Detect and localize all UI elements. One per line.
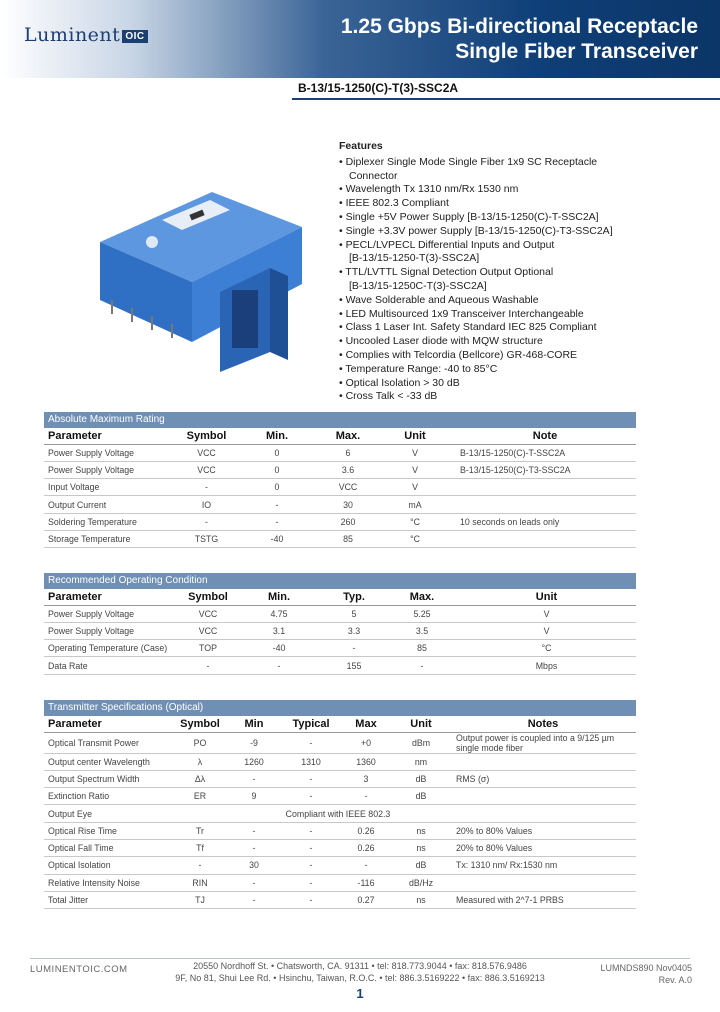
table-cell: 1260 xyxy=(226,753,282,770)
table-cell xyxy=(454,479,636,496)
table-row xyxy=(44,622,636,639)
feature-item: • Temperature Range: -40 to 85°C xyxy=(339,363,639,377)
table-cell: VCC xyxy=(179,622,237,639)
table-cell: - xyxy=(282,874,340,891)
table-cell: dB/Hz xyxy=(392,874,450,891)
table-row xyxy=(44,640,636,657)
footer-website[interactable]: LUMINENTOIC.COM xyxy=(30,964,128,975)
table-cell: PO xyxy=(174,732,226,753)
table-cell: Mbps xyxy=(457,657,636,674)
transmitter-spec-title: Transmitter Specifications (Optical) xyxy=(44,700,636,716)
feature-item: • LED Multisourced 1x9 Transceiver Interchangeable xyxy=(339,308,639,322)
table-cell: 10 seconds on leads only xyxy=(454,513,636,530)
table-cell: B-13/15-1250(C)-T3-SSC2A xyxy=(454,461,636,478)
feature-item: [B-13/15-1250-T(3)-SSC2A] xyxy=(349,252,480,265)
table-cell: 0 xyxy=(234,461,320,478)
table-cell: Δλ xyxy=(174,770,226,787)
table-cell: - xyxy=(282,732,340,753)
table-cell: Optical Rise Time xyxy=(44,822,174,839)
table-cell: -40 xyxy=(234,530,320,547)
table-cell: TSTG xyxy=(179,530,234,547)
table-cell: - xyxy=(234,496,320,513)
table-row xyxy=(44,513,636,530)
table-cell: Power Supply Voltage xyxy=(44,461,179,478)
footer-address-tw: 9F, No 81, Shui Lee Rd. • Hsinchu, Taiwan, R.O.C. • tel: 886.3.5169222 • fax: 886.3.5169213 xyxy=(175,973,545,983)
table-row xyxy=(44,822,636,839)
table-cell: Tx: 1310 nm/ Rx:1530 nm xyxy=(450,857,636,874)
column-header: Max. xyxy=(387,589,457,605)
feature-item: • Complies with Telcordia (Bellcore) GR-468-CORE xyxy=(339,349,639,363)
table-cell: λ xyxy=(174,753,226,770)
table-cell: 5 xyxy=(321,605,387,622)
table-cell: RMS (σ) xyxy=(450,770,636,787)
table-cell: dB xyxy=(392,788,450,805)
transmitter-spec-section xyxy=(44,700,636,909)
column-header: Min xyxy=(226,716,282,732)
absolute-max-section xyxy=(44,412,636,548)
company-logo xyxy=(24,24,148,46)
table-cell: V xyxy=(457,622,636,639)
table-cell xyxy=(174,805,226,822)
table-row xyxy=(44,732,636,753)
table-cell: 30 xyxy=(226,857,282,874)
table-cell: Optical Fall Time xyxy=(44,839,174,856)
column-header: Parameter xyxy=(44,716,174,732)
table-cell: 5.25 xyxy=(387,605,457,622)
table-cell: 1360 xyxy=(340,753,392,770)
table-cell: - xyxy=(179,479,234,496)
table-cell: Input Voltage xyxy=(44,479,179,496)
column-header: Unit xyxy=(376,428,454,444)
recommended-operating-table xyxy=(44,589,636,675)
table-row xyxy=(44,891,636,908)
table-cell: - xyxy=(226,770,282,787)
table-cell: Output Spectrum Width xyxy=(44,770,174,787)
features-panel xyxy=(339,140,639,404)
table-cell: TJ xyxy=(174,891,226,908)
table-cell: V xyxy=(376,444,454,461)
column-header: Max. xyxy=(320,428,376,444)
table-cell: 155 xyxy=(321,657,387,674)
table-row xyxy=(44,770,636,787)
table-cell: VCC xyxy=(320,479,376,496)
table-cell: 20% to 80% Values xyxy=(450,822,636,839)
table-cell: 0.26 xyxy=(340,822,392,839)
table-cell: Output power is coupled into a 9/125 µm single mode fiber xyxy=(450,732,636,753)
title-line-2: Single Fiber Transceiver xyxy=(455,40,698,63)
table-cell: Relative Intensity Noise xyxy=(44,874,174,891)
table-cell: VCC xyxy=(179,444,234,461)
table-cell: 0 xyxy=(234,444,320,461)
table-cell: 85 xyxy=(387,640,457,657)
table-cell xyxy=(450,874,636,891)
table-cell: V xyxy=(376,461,454,478)
table-cell: - xyxy=(282,822,340,839)
table-cell: - xyxy=(179,513,234,530)
table-cell: - xyxy=(282,788,340,805)
table-cell: - xyxy=(179,657,237,674)
table-cell: 260 xyxy=(320,513,376,530)
feature-item: • Optical Isolation > 30 dB xyxy=(339,377,639,391)
features-heading: Features xyxy=(339,140,383,152)
column-header: Unit xyxy=(457,589,636,605)
table-cell: - xyxy=(174,857,226,874)
table-cell: Tf xyxy=(174,839,226,856)
table-cell: - xyxy=(282,857,340,874)
table-row xyxy=(44,444,636,461)
table-cell: Output Eye xyxy=(44,805,174,822)
table-cell: ER xyxy=(174,788,226,805)
table-cell: - xyxy=(226,839,282,856)
table-cell: Output center Wavelength xyxy=(44,753,174,770)
footer-revision: Rev. A.0 xyxy=(658,975,692,985)
table-cell xyxy=(454,530,636,547)
table-cell: Compliant with IEEE 802.3 xyxy=(226,805,450,822)
feature-item: • TTL/LVTTL Signal Detection Output Optional xyxy=(339,266,639,280)
column-header: Typ. xyxy=(321,589,387,605)
table-cell: 3.1 xyxy=(237,622,321,639)
table-cell: RIN xyxy=(174,874,226,891)
page-number: 1 xyxy=(356,986,364,1001)
document-title xyxy=(341,14,698,64)
table-cell: 3.5 xyxy=(387,622,457,639)
part-number-bar xyxy=(0,78,720,100)
column-header: Parameter xyxy=(44,589,179,605)
column-header: Notes xyxy=(450,716,636,732)
table-cell: Operating Temperature (Case) xyxy=(44,640,179,657)
table-cell: - xyxy=(340,857,392,874)
table-row xyxy=(44,874,636,891)
table-cell: Extinction Ratio xyxy=(44,788,174,805)
table-row xyxy=(44,479,636,496)
table-cell: - xyxy=(282,891,340,908)
table-cell: ns xyxy=(392,891,450,908)
table-cell: Power Supply Voltage xyxy=(44,444,179,461)
logo-text: Luminent xyxy=(24,24,121,46)
table-cell: 1310 xyxy=(282,753,340,770)
table-cell: - xyxy=(226,822,282,839)
table-row xyxy=(44,461,636,478)
table-cell: - xyxy=(282,770,340,787)
table-cell: Measured with 2^7-1 PRBS xyxy=(450,891,636,908)
feature-item: • Wave Solderable and Aqueous Washable xyxy=(339,294,639,308)
features-list xyxy=(339,156,639,404)
feature-item: Connector xyxy=(349,169,398,182)
table-cell: nm xyxy=(392,753,450,770)
table-cell: Soldering Temperature xyxy=(44,513,179,530)
footer-rule xyxy=(30,958,690,959)
table-cell: 30 xyxy=(320,496,376,513)
table-cell: IO xyxy=(179,496,234,513)
table-cell: Data Rate xyxy=(44,657,179,674)
table-cell: Optical Isolation xyxy=(44,857,174,874)
table-cell: Tr xyxy=(174,822,226,839)
table-cell: - xyxy=(234,513,320,530)
feature-item: • Single +3.3V power Supply [B-13/15-1250(C)-T3-SSC2A] xyxy=(339,225,639,239)
table-cell: - xyxy=(282,839,340,856)
column-header: Min. xyxy=(234,428,320,444)
table-row xyxy=(44,805,636,822)
table-cell: Storage Temperature xyxy=(44,530,179,547)
feature-item: • Class 1 Laser Int. Safety Standard IEC 825 Compliant xyxy=(339,321,639,335)
footer-addresses xyxy=(150,960,570,984)
table-cell: Output Current xyxy=(44,496,179,513)
table-cell: Total Jitter xyxy=(44,891,174,908)
feature-item: • PECL/LVPECL Differential Inputs and Output xyxy=(339,239,639,253)
table-cell: 20% to 80% Values xyxy=(450,839,636,856)
table-cell xyxy=(450,753,636,770)
table-cell: 3.3 xyxy=(321,622,387,639)
recommended-operating-section xyxy=(44,573,636,675)
table-cell: - xyxy=(321,640,387,657)
table-cell: Power Supply Voltage xyxy=(44,622,179,639)
table-cell: dBm xyxy=(392,732,450,753)
table-cell: 0.26 xyxy=(340,839,392,856)
table-cell: °C xyxy=(376,513,454,530)
table-cell: - xyxy=(237,657,321,674)
feature-item: • IEEE 802.3 Compliant xyxy=(339,197,639,211)
table-cell: dB xyxy=(392,857,450,874)
recommended-operating-title: Recommended Operating Condition xyxy=(44,573,636,589)
feature-item: [B-13/15-1250C-T(3)-SSC2A] xyxy=(349,279,487,292)
table-cell: VCC xyxy=(179,605,237,622)
table-cell: 6 xyxy=(320,444,376,461)
header-banner xyxy=(0,0,720,78)
table-cell: 4.75 xyxy=(237,605,321,622)
table-cell: 85 xyxy=(320,530,376,547)
table-cell: - xyxy=(226,891,282,908)
footer-address-us: 20550 Nordhoff St. • Chatsworth, CA. 91311 • tel: 818.773.9044 • fax: 818.576.9486 xyxy=(193,961,527,971)
table-cell: ns xyxy=(392,822,450,839)
product-image xyxy=(92,172,314,372)
table-cell: B-13/15-1250(C)-T-SSC2A xyxy=(454,444,636,461)
part-number-rule xyxy=(292,98,720,100)
table-cell: V xyxy=(457,605,636,622)
table-cell xyxy=(450,788,636,805)
table-cell: Optical Transmit Power xyxy=(44,732,174,753)
table-cell: V xyxy=(376,479,454,496)
table-row xyxy=(44,788,636,805)
absolute-max-table xyxy=(44,428,636,548)
table-cell: mA xyxy=(376,496,454,513)
table-cell: °C xyxy=(376,530,454,547)
table-row xyxy=(44,496,636,513)
column-header: Unit xyxy=(392,716,450,732)
table-row xyxy=(44,530,636,547)
transmitter-spec-table xyxy=(44,716,636,909)
table-row xyxy=(44,857,636,874)
feature-item: • Cross Talk < -33 dB xyxy=(339,390,639,404)
table-cell: VCC xyxy=(179,461,234,478)
footer-doc-info xyxy=(600,962,692,986)
table-cell: dB xyxy=(392,770,450,787)
feature-item: • Diplexer Single Mode Single Fiber 1x9 SC Receptacle xyxy=(339,156,639,170)
table-cell: +0 xyxy=(340,732,392,753)
table-cell: 0 xyxy=(234,479,320,496)
table-cell xyxy=(454,496,636,513)
column-header: Symbol xyxy=(179,428,234,444)
title-line-1: 1.25 Gbps Bi-directional Receptacle xyxy=(340,15,698,38)
absolute-max-title: Absolute Maximum Rating xyxy=(44,412,636,428)
table-row xyxy=(44,605,636,622)
table-cell: -40 xyxy=(237,640,321,657)
column-header: Max xyxy=(340,716,392,732)
column-header: Min. xyxy=(237,589,321,605)
table-cell: 3 xyxy=(340,770,392,787)
logo-mark: OIC xyxy=(122,30,147,43)
table-cell: 9 xyxy=(226,788,282,805)
table-cell: 3.6 xyxy=(320,461,376,478)
table-cell xyxy=(450,805,636,822)
table-row xyxy=(44,839,636,856)
table-row xyxy=(44,753,636,770)
table-cell: Power Supply Voltage xyxy=(44,605,179,622)
footer-doc-id: LUMNDS890 Nov0405 xyxy=(600,963,692,973)
table-cell: - xyxy=(340,788,392,805)
feature-item: • Wavelength Tx 1310 nm/Rx 1530 nm xyxy=(339,183,639,197)
table-cell: °C xyxy=(457,640,636,657)
column-header: Parameter xyxy=(44,428,179,444)
table-cell: TOP xyxy=(179,640,237,657)
table-cell: - xyxy=(387,657,457,674)
table-cell: -116 xyxy=(340,874,392,891)
part-number: B-13/15-1250(C)-T(3)-SSC2A xyxy=(298,81,459,95)
table-cell: - xyxy=(226,874,282,891)
table-cell: -9 xyxy=(226,732,282,753)
table-row xyxy=(44,657,636,674)
table-cell: 0.27 xyxy=(340,891,392,908)
table-cell: ns xyxy=(392,839,450,856)
column-header: Typical xyxy=(282,716,340,732)
feature-item: • Uncooled Laser diode with MQW structure xyxy=(339,335,639,349)
column-header: Symbol xyxy=(174,716,226,732)
feature-item: • Single +5V Power Supply [B-13/15-1250(C)-T-SSC2A] xyxy=(339,211,639,225)
column-header: Symbol xyxy=(179,589,237,605)
column-header: Note xyxy=(454,428,636,444)
